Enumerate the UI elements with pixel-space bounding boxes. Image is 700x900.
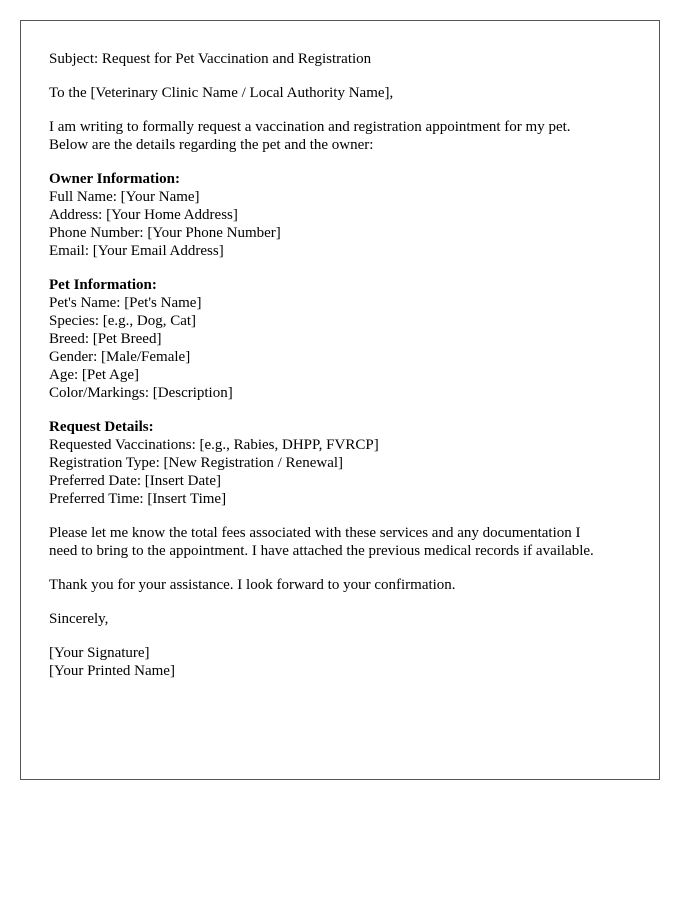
request-details-heading: Request Details: — [49, 419, 154, 435]
salutation: To the [Veterinary Clinic Name / Local Authority Name], — [49, 85, 394, 101]
owner-email: Email: [Your Email Address] — [49, 243, 224, 259]
closing: Sincerely, — [49, 611, 109, 627]
pet-color-markings: Color/Markings: [Description] — [49, 385, 233, 401]
pet-species: Species: [e.g., Dog, Cat] — [49, 313, 197, 329]
intro-line: Below are the details regarding the pet and the owner: — [49, 137, 374, 153]
signature-line: [Your Signature] — [49, 645, 150, 661]
letter-body — [49, 50, 649, 696]
owner-full-name: Full Name: [Your Name] — [49, 189, 200, 205]
preferred-date: Preferred Date: [Insert Date] — [49, 473, 221, 489]
preferred-time: Preferred Time: [Insert Time] — [49, 491, 227, 507]
intro-line: I am writing to formally request a vaccination and registration appointment for my pet. — [49, 119, 571, 135]
intro-paragraph — [49, 118, 649, 154]
fees-paragraph — [49, 524, 649, 560]
registration-type: Registration Type: [New Registration / Renewal] — [49, 455, 344, 471]
subject-line: Subject: Request for Pet Vaccination and Registration — [49, 51, 372, 67]
requested-vaccinations: Requested Vaccinations: [e.g., Rabies, DHPP, FVRCP] — [49, 437, 379, 453]
pet-information-heading: Pet Information: — [49, 277, 157, 293]
thanks-paragraph: Thank you for your assistance. I look forward to your confirmation. — [49, 577, 456, 593]
pet-gender: Gender: [Male/Female] — [49, 349, 191, 365]
signature-block — [49, 644, 649, 680]
pet-name: Pet's Name: [Pet's Name] — [49, 295, 202, 311]
pet-information-section — [49, 276, 649, 402]
pet-age: Age: [Pet Age] — [49, 367, 139, 383]
letter-page — [20, 20, 660, 780]
fees-line: Please let me know the total fees associated with these services and any documentation I — [49, 525, 581, 541]
owner-phone: Phone Number: [Your Phone Number] — [49, 225, 281, 241]
request-details-section — [49, 418, 649, 508]
owner-address: Address: [Your Home Address] — [49, 207, 238, 223]
owner-information-section — [49, 170, 649, 260]
printed-name-line: [Your Printed Name] — [49, 663, 175, 679]
owner-information-heading: Owner Information: — [49, 171, 180, 187]
fees-line: need to bring to the appointment. I have attached the previous medical records if available. — [49, 543, 594, 559]
pet-breed: Breed: [Pet Breed] — [49, 331, 162, 347]
